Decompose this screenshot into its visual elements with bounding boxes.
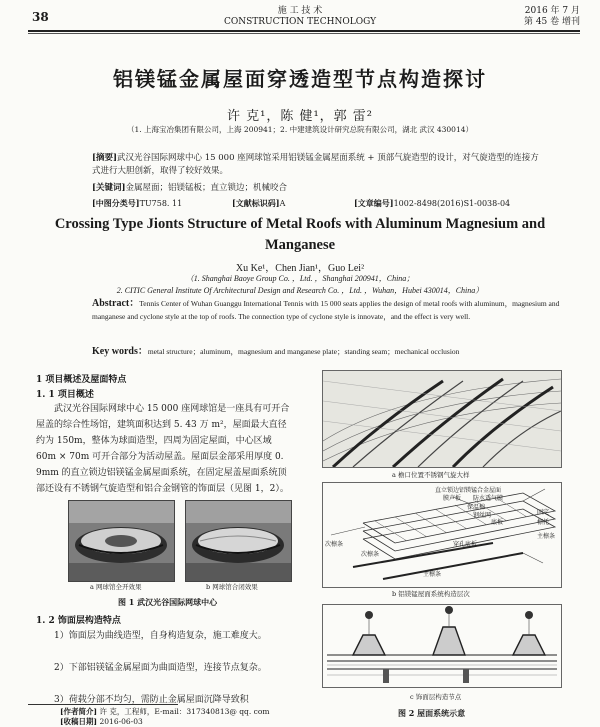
label-wire-mesh: 钢丝网 (473, 512, 492, 519)
label-insulation: 保温棉 (467, 504, 486, 511)
affiliation-en-2: 2. CITIC General Institute Of Architectural Design and Research Co. ，Ltd. ，Wuhan，Hubei 430014，China） (116, 286, 484, 295)
affiliation-en-1: （1. Shanghai Baoye Group Co. ，Ltd. ，Shanghai 200941，China； (185, 274, 415, 283)
received-date-label: [收稿日期] (60, 717, 98, 726)
article-id-value: 1002-8498(2016)S1-0038-04 (393, 199, 511, 208)
section-1-1-heading: 1. 1 项目概述 (36, 390, 94, 400)
author-bio-text: 许 克，工程师，E-mail：317340813@ qq. com (99, 707, 270, 716)
abstract-cn-label: [摘要] (92, 153, 118, 163)
section-1-1-paragraph: 武汉光谷国际网球中心 15 000 座网球馆是一座具有可开合屋盖的综合性场馆，建筑面积达到 5. 43 万 m²，屋面最大直径约为 150m，整体为球面造型，四周为固定屋面，中心区域 60m × 70m 可开合部分为活动屋盖。屋面层金部采用厚度 0. 9mm 的直立锁边铝镁锰金属屋面系统，在固定屋盖屋面系统顶部还设有不锈钢气旋造型和铝合金钢管的饰面层（见图 1，2）。 (36, 404, 290, 494)
title-en: Crossing Type Jionts Structure of Metal Roofs with Aluminum Magnesium and Manganese (54, 216, 546, 253)
received-date (60, 716, 143, 727)
doc-code-value: A (279, 199, 286, 208)
abstract-en (92, 297, 562, 323)
keywords-en-text: metal structure；aluminum，magnesium and manganese plate；standing seam；mechanical occlusion (147, 347, 460, 356)
issue-date: 2016 年 7 月 (524, 6, 580, 16)
label-perforated-plate: 穿孔底板 (453, 541, 478, 548)
journal-name-en: CONSTRUCTION TECHNOLOGY (223, 17, 377, 27)
figure-2b-drawing (322, 482, 562, 588)
figure-1b-photo (185, 500, 292, 582)
abstract-cn-text: 武汉光谷国际网球中心 15 000 座网球馆采用铝镁锰金属屋面系统 + 顶部气旋造型的设计，对气旋造型的连接方式进行大胆创新，取得了较好效果。 (92, 153, 539, 176)
figure-1-title: 图 1 武汉光谷国际网球中心 (118, 597, 218, 607)
label-bottom-plate: 底板 (491, 519, 504, 526)
title-cn: 铝镁锰金属屋面穿透造型节点构造探讨 (113, 67, 487, 91)
issue-volume: 第 45 卷 增刊 (523, 17, 580, 27)
received-date-text: 2016-06-03 (99, 717, 143, 726)
label-standing-seam-roof: 直立锁边铝镁锰合金屋面 (435, 487, 502, 494)
label-acoustic-panel: 膜声板 (443, 495, 462, 502)
footnote-rule (28, 704, 178, 705)
label-main-purlin-bottom: 主檩条 (423, 571, 442, 578)
feature-item-3: 3）荷载分部不均匀，需防止金属屋面沉降导致积 (54, 695, 249, 705)
abstract-en-text: Tennis Center of Wuhan Guanggu International Tennis with 15 000 seats applies the design of metal roofs with aluminum，magnesium and manganese and cyclone style at the top of roofs. The connection type of cyclone style is innovate，and the effect is very well. (92, 299, 560, 321)
section-1-heading: 1 项目概述及屋面特点 (36, 375, 127, 385)
keywords-en-label: Key words： (92, 346, 148, 357)
affiliations-cn: （1. 上海宝冶集团有限公司，上海 200941；2. 中建建筑设计研究总院有限公司，湖北 武汉 430014） (127, 125, 473, 134)
label-waterproof-membrane: 防水透气膜 (473, 495, 504, 502)
authors-en: Xu Ke¹，Chen Jian¹，Guo Lei² (235, 263, 365, 274)
authors-cn: 许 克¹，陈 健¹，郭 雷² (226, 109, 374, 124)
issue-info (478, 6, 580, 28)
label-main-purlin-right: 主檩条 (537, 533, 556, 540)
feature-item-2: 2）下部铝镁锰金属屋面为曲面造型，连接节点复杂。 (54, 663, 267, 673)
keywords-cn-label: [关键词] (92, 183, 126, 193)
figure-1b-caption: b 网球馆合闭效果 (206, 583, 258, 591)
clc-label: [中图分类号] (92, 198, 140, 208)
header-rule (28, 30, 580, 32)
figure-1a-caption: a 网球馆全开效果 (90, 583, 142, 591)
figure-2a-caption: a 檐口位置不锈钢气旋大样 (392, 471, 470, 479)
figure-1a-photo (68, 500, 175, 582)
article-id-label: [文章编号] (354, 198, 394, 208)
clc-value: TU758. 11 (139, 199, 183, 208)
abstract-cn (92, 152, 542, 178)
journal-name (200, 6, 400, 28)
figure-2c-drawing (322, 604, 562, 688)
header-rule-thin (28, 33, 580, 34)
keywords-cn-text: 金属屋面；铝镁锰板；直立锁边；机械咬合 (125, 183, 288, 193)
abstract-en-label: Abstract： (92, 298, 140, 309)
keywords-cn (92, 182, 542, 195)
label-secondary-purlin-mid: 次檩条 (361, 551, 380, 558)
section-1-2-heading: 1. 2 饰面层构造特点 (36, 616, 121, 626)
label-secondary-purlin-left: 次檩条 (325, 541, 344, 548)
figure-2b-caption: b 铝镁锰屋面系统构造层次 (392, 590, 470, 598)
keywords-en (92, 342, 562, 357)
figure-2-title: 图 2 屋面系统示意 (398, 708, 466, 718)
journal-name-cn: 施 工 技 术 (277, 6, 323, 16)
figure-2a-drawing (322, 370, 562, 468)
label-purlin-bracket: 檩托 (537, 519, 550, 526)
author-bio-label: [作者简介] (60, 707, 98, 716)
feature-item-1: 1）饰面层为曲线造型，自身构造复杂，施工难度大。 (54, 631, 267, 641)
page-number: 38 (32, 10, 49, 24)
label-fixing: 固定 (537, 509, 550, 516)
doc-code-label: [文献标识码] (232, 198, 280, 208)
figure-2c-caption: c 饰面层构造节点 (410, 693, 462, 701)
